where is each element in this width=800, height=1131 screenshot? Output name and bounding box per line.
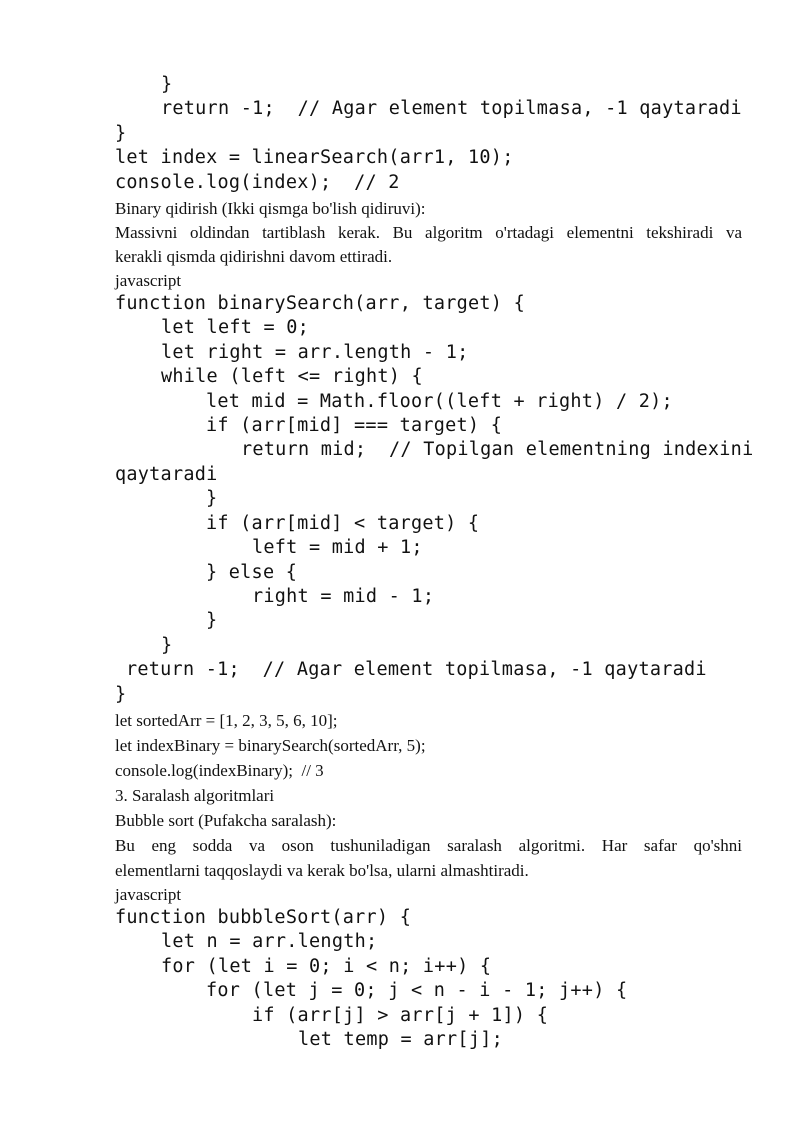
paragraph-line: Massivni oldindan tartiblash kerak. Bu algoritm o'rtadagi elementni tekshiradi va <box>115 223 742 242</box>
paragraph-line: kerakli qismda qidirishni davom ettiradi. <box>115 247 393 266</box>
code-line: } <box>115 123 127 144</box>
code-line: let right = arr.length - 1; <box>161 342 469 363</box>
code-line: function bubbleSort(arr) { <box>115 907 412 928</box>
code-line: } <box>161 74 173 95</box>
code-line: return mid; // Topilgan elementning indexini <box>241 439 754 460</box>
code-line: let mid = Math.floor((left + right) / 2); <box>206 391 673 412</box>
language-label: javascript <box>115 885 182 904</box>
code-line: if (arr[mid] < target) { <box>206 513 480 534</box>
language-label: javascript <box>115 271 182 290</box>
code-line: for (let j = 0; j < n - i - 1; j++) { <box>206 980 628 1001</box>
code-line: left = mid + 1; <box>252 537 423 558</box>
subsection-heading: Bubble sort (Pufakcha saralash): <box>115 811 337 830</box>
code-line: let n = arr.length; <box>161 931 378 952</box>
code-line: } <box>115 684 127 705</box>
code-line: console.log(index); // 2 <box>115 172 400 193</box>
paragraph-line: elementlarni taqqoslaydi va kerak bo'lsa, ularni almashtiradi. <box>115 861 529 880</box>
code-line: return -1; // Agar element topilmasa, -1 qaytaradi <box>126 659 707 680</box>
code-line: if (arr[j] > arr[j + 1]) { <box>252 1005 549 1026</box>
section-heading: Binary qidirish (Ikki qismga bo'lish qidiruvi): <box>115 199 426 218</box>
code-line: for (let i = 0; i < n; i++) { <box>161 956 492 977</box>
paragraph-line: Bu eng sodda va oson tushuniladigan saralash algoritmi. Har safar qo'shni <box>115 836 742 855</box>
code-line: } <box>161 635 173 656</box>
code-line: while (left <= right) { <box>161 366 423 387</box>
paragraph-line: console.log(indexBinary); // 3 <box>115 761 324 780</box>
code-line: function binarySearch(arr, target) { <box>115 293 525 314</box>
paragraph-line: let indexBinary = binarySearch(sortedArr, 5); <box>115 736 426 755</box>
code-line: let temp = arr[j]; <box>298 1029 503 1050</box>
section-heading: 3. Saralash algoritmlari <box>115 786 275 805</box>
code-line: right = mid - 1; <box>252 586 435 607</box>
code-line: } <box>206 488 218 509</box>
code-line: qaytaradi <box>115 464 218 485</box>
code-line: } <box>206 610 218 631</box>
code-line: } else { <box>206 562 298 583</box>
code-line: let index = linearSearch(arr1, 10); <box>115 147 514 168</box>
code-line: let left = 0; <box>161 317 310 338</box>
code-line: if (arr[mid] === target) { <box>206 415 503 436</box>
code-line: return -1; // Agar element topilmasa, -1 qaytaradi <box>161 98 742 119</box>
paragraph-line: let sortedArr = [1, 2, 3, 5, 6, 10]; <box>115 711 338 730</box>
